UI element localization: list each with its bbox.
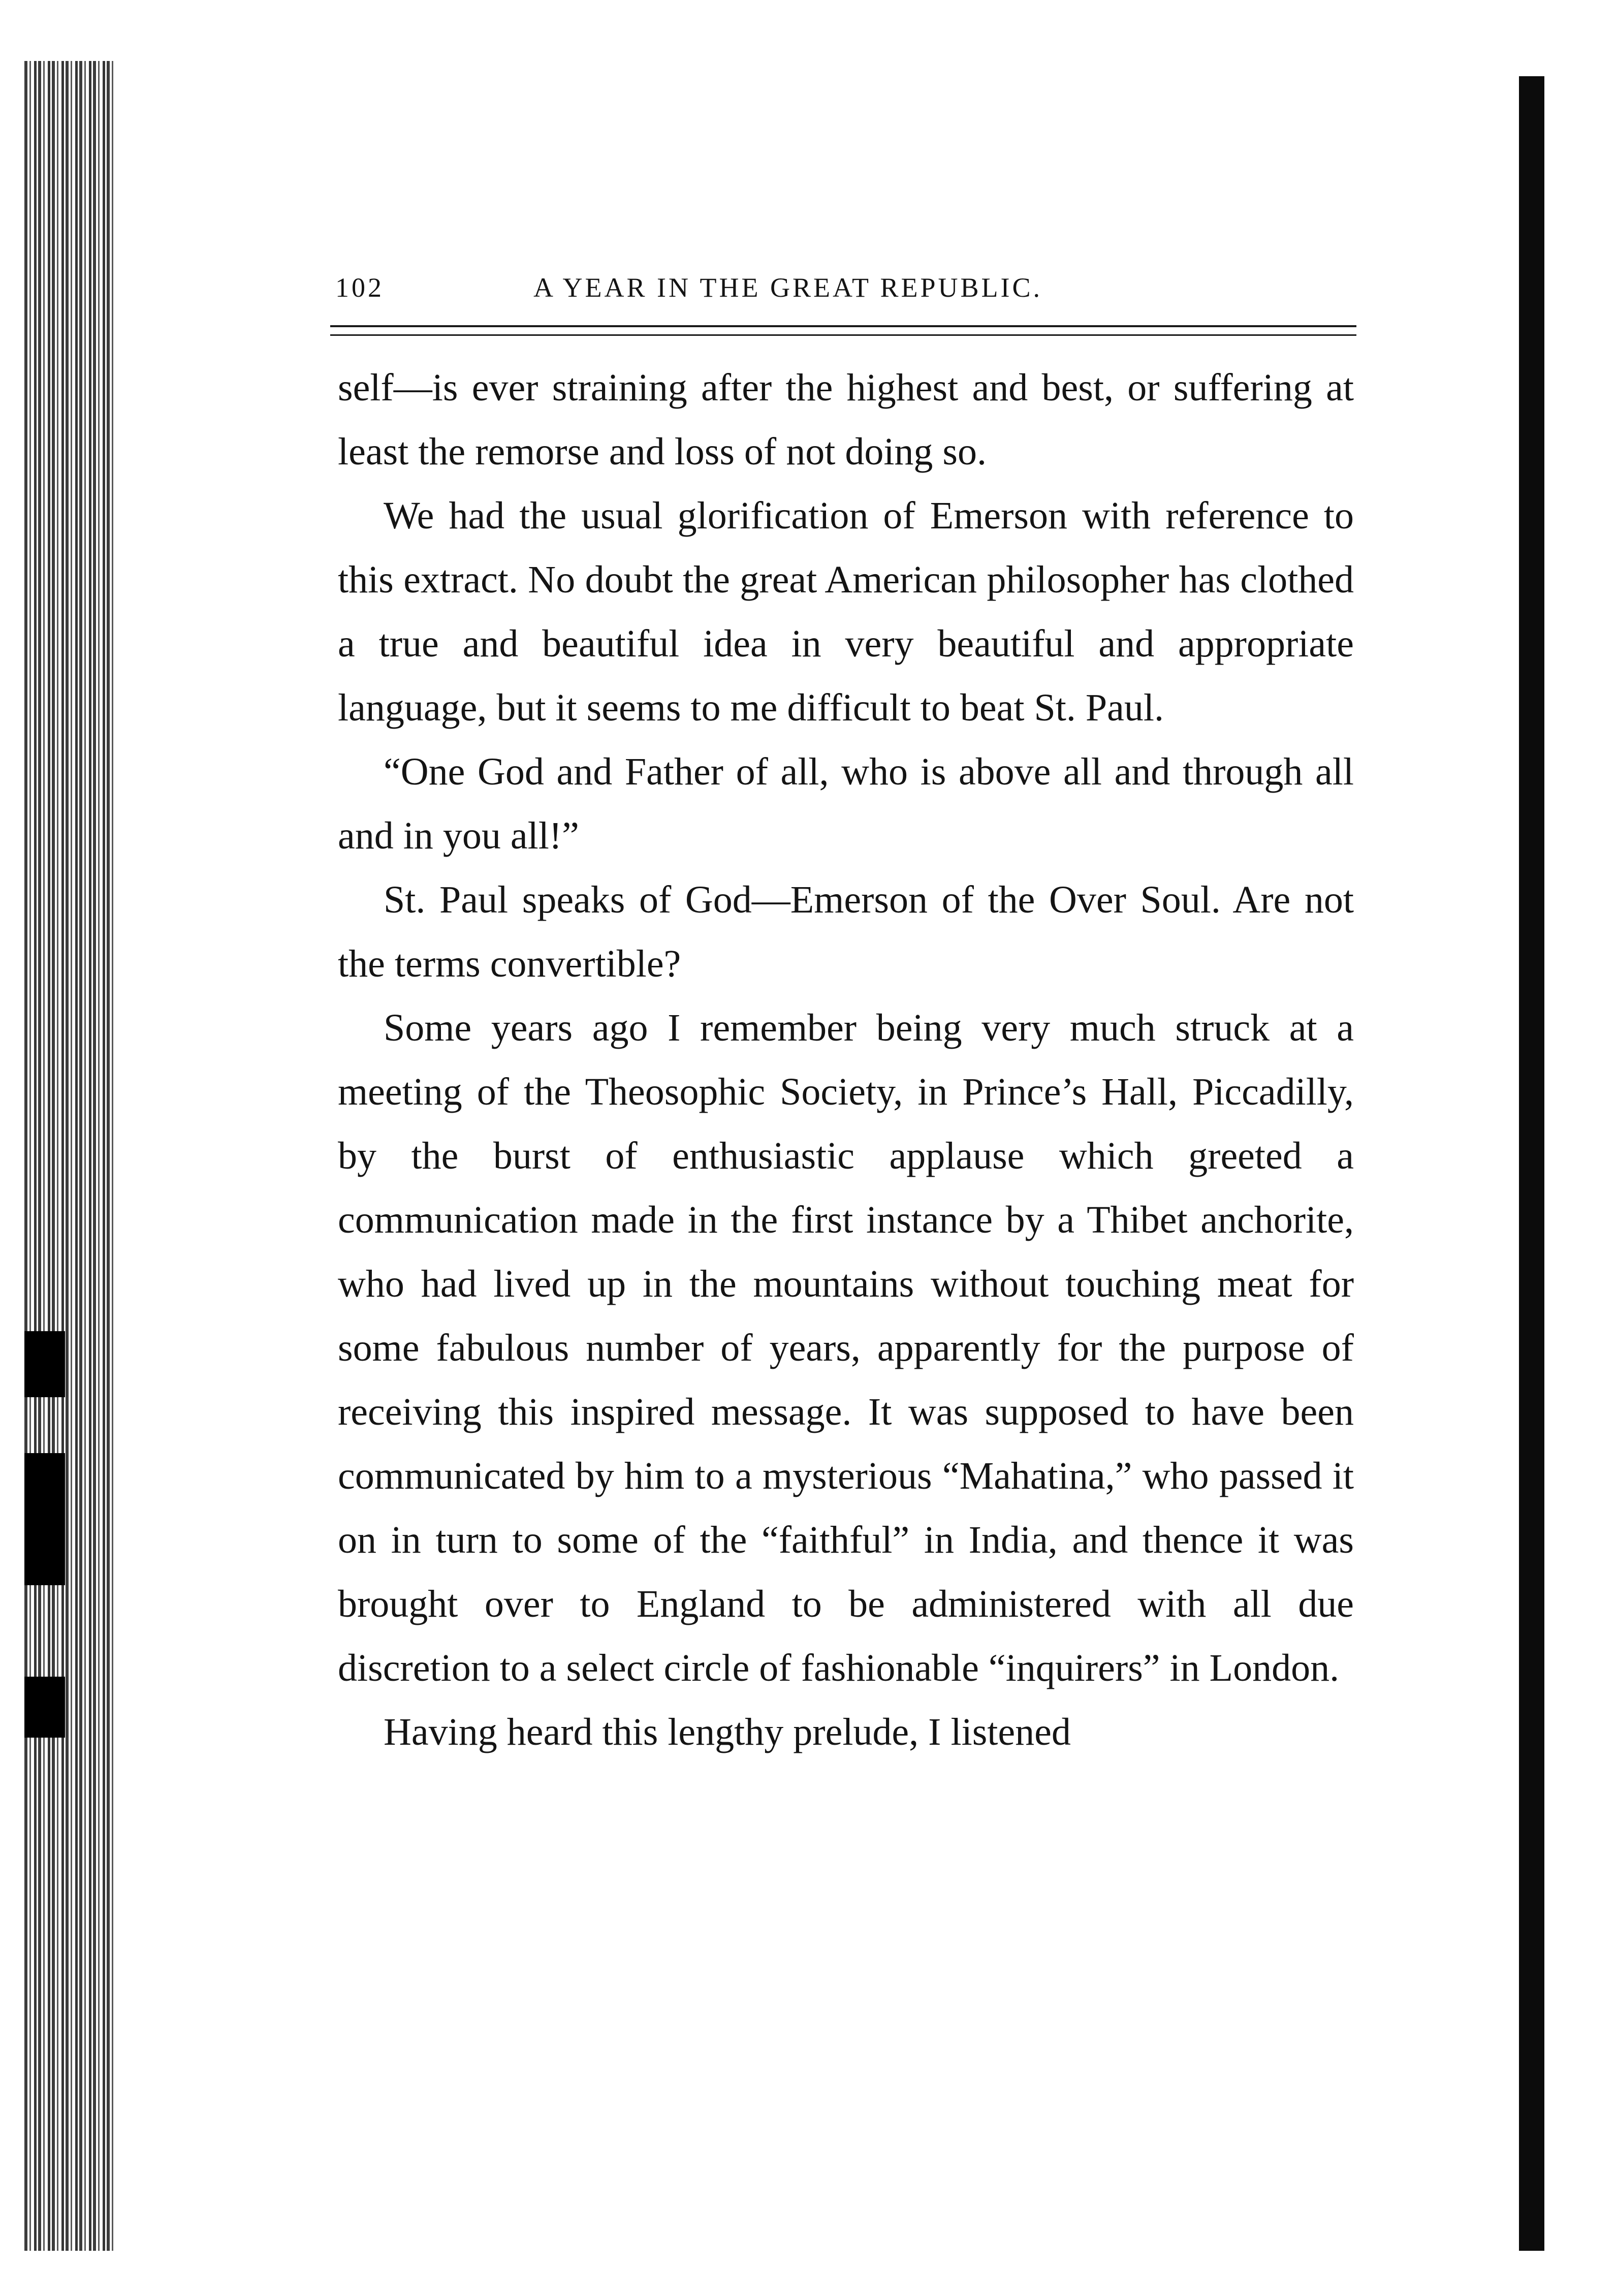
- page-number: 102: [335, 272, 384, 303]
- running-head: A YEAR IN THE GREAT REPUBLIC.: [533, 272, 1043, 303]
- scan-mark: [24, 1331, 65, 1397]
- header-rule: [330, 325, 1356, 336]
- paragraph: Having heard this lengthy prelude, I listened: [384, 1711, 1071, 1753]
- scan-edge-right: [1519, 76, 1544, 2251]
- scan-mark: [24, 1677, 65, 1738]
- paragraph: Some years ago I remember being very much struck at a meeting of the Theosophic Society, in Prince’s Hall, Piccadilly, by the burst of enthusiastic applause which greeted a communication made in the first instance by a Thibet anchorite, who had lived up in the mountains without touching meat for some fabulous number of years, apparently for the purpose of receiving this inspired message. It was supposed to have been communicated by him to a mysterious “Mahatina,” who passed it on in turn to some of the “faithful” in India, and thence it was brought over to England to be administered with all due discretion to a select circle of fashionable “inquirers” in London.: [338, 1007, 1354, 1689]
- scan-edge-left: [24, 61, 116, 2251]
- page-header: [335, 272, 1356, 312]
- paragraph: We had the usual glorification of Emerson with reference to this extract. No doubt the great American philosopher has clothed a true and beautiful idea in very beautiful and appropriate language, but it seems to me difficult to beat St. Paul.: [338, 494, 1354, 729]
- body-text: [338, 356, 1354, 1764]
- paragraph: “One God and Father of all, who is above all and through all and in you all!”: [338, 750, 1354, 857]
- scan-mark: [24, 1453, 65, 1585]
- paragraph: self—is ever straining after the highest and best, or suffering at least the remorse and loss of not doing so.: [338, 366, 1354, 473]
- paragraph: St. Paul speaks of God—Emerson of the Over Soul. Are not the terms convertible?: [338, 878, 1354, 985]
